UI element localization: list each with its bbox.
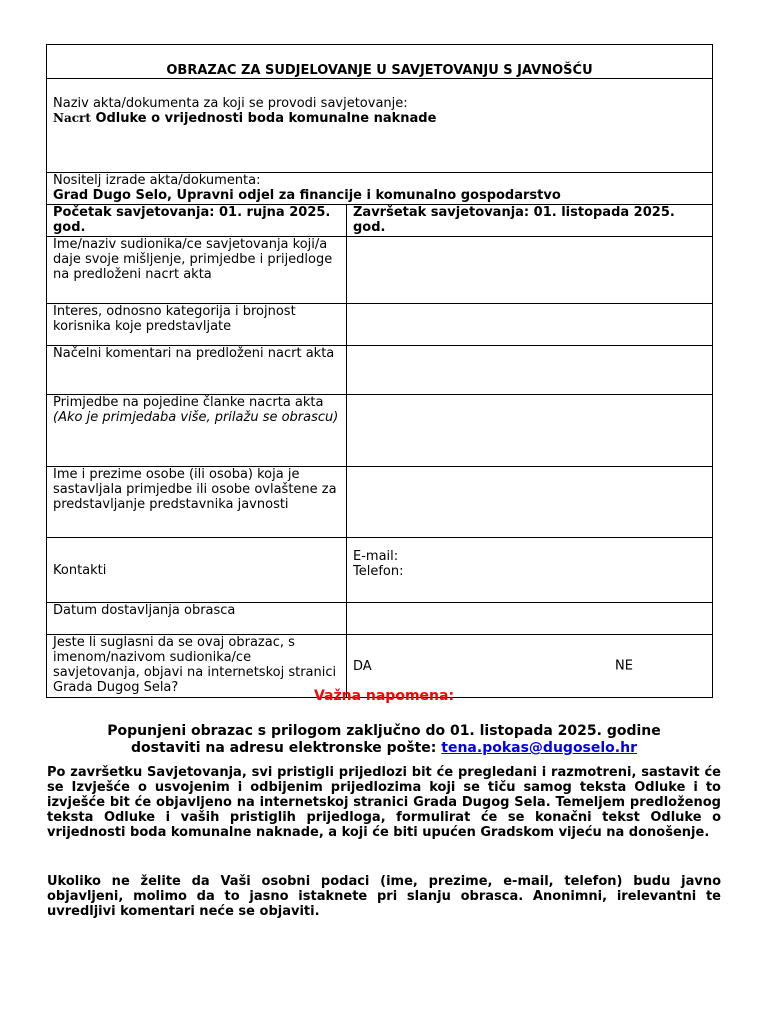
interest-label: Interes, odnosno kategorija i brojnost korisnika koje predstavljate xyxy=(47,304,347,346)
general-comments-input[interactable] xyxy=(347,346,713,395)
participant-input[interactable] xyxy=(347,237,713,304)
consent-no[interactable]: NE xyxy=(615,658,633,674)
author-label: Ime i prezime osobe (ili osoba) koja je sastavljala primjedbe ili osobe ovlaštene za predstavljanje predstavnika javnosti xyxy=(47,467,347,538)
contacts-label: Kontakti xyxy=(47,538,347,603)
act-name-prefix: Nacrt xyxy=(53,111,91,125)
interest-input[interactable] xyxy=(347,304,713,346)
author-input[interactable] xyxy=(347,467,713,538)
start-date: Početak savjetovanja: 01. rujna 2025. god. xyxy=(47,205,347,237)
email-label: E-mail: xyxy=(353,549,399,564)
important-note-heading: Važna napomena: xyxy=(313,688,455,704)
participation-form xyxy=(46,44,712,698)
contacts-input[interactable] xyxy=(347,538,713,603)
act-name xyxy=(53,111,706,126)
paragraph-privacy: Ukoliko ne želite da Vaši osobni podaci (ime, prezime, e-mail, telefon) budu javno objavljeni, molimo da to jasno istaknete pri slanju obrasca. Anonimni, irelevantni te uvredljivi komentari neće se objaviti. xyxy=(47,874,721,919)
holder-label: Nositelj izrade akta/dokumenta: xyxy=(53,173,261,188)
form-title-cell xyxy=(47,45,713,79)
act-label: Naziv akta/dokumenta za koji se provodi savjetovanje: xyxy=(53,96,408,111)
article-remarks-input[interactable] xyxy=(347,395,713,467)
holder-value: Grad Dugo Selo, Upravni odjel za financije i komunalno gospodarstvo xyxy=(53,188,561,203)
article-remarks-note: (Ako je primjedaba više, prilažu se obrascu) xyxy=(53,410,339,425)
end-date: Završetak savjetovanja: 01. listopada 2025. god. xyxy=(347,205,713,237)
consent-yes[interactable]: DA xyxy=(353,658,372,674)
consent-label: Jeste li suglasni da se ovaj obrazac, s imenom/nazivom sudionika/ce savjetovanja, objavi na internetskoj stranici Grada Dugog Sela? xyxy=(47,635,347,698)
general-comments-label: Načelni komentari na predloženi nacrt akta xyxy=(47,346,347,395)
submit-line-2 xyxy=(0,740,768,757)
form-table xyxy=(46,44,713,698)
submission-date-label: Datum dostavljanja obrasca xyxy=(47,603,347,635)
submit-line-2-text: dostaviti na adresu elektronske pošte: xyxy=(130,740,442,756)
article-remarks-label: Primjedbe na pojedine članke nacrta akta xyxy=(53,395,324,410)
article-remarks-cell xyxy=(47,395,347,467)
holder-cell xyxy=(47,173,713,205)
phone-label: Telefon: xyxy=(353,564,404,579)
submission-date-input[interactable] xyxy=(347,603,713,635)
act-name-rest: Odluke o vrijednosti boda komunalne naknade xyxy=(90,111,437,126)
email-link[interactable]: tena.pokas@dugoselo.hr xyxy=(441,740,637,756)
paragraph-review: Po završetku Savjetovanja, svi pristigli prijedlozi bit će pregledani i razmotreni, sastavit će se Izvješće o usvojenim i odbijenim prijedlozima koji se tiču samog teksta Odluke i to izvješće bit će objavljeno na internetskoj stranici Grada Dugog Sela. Temeljem predloženog teksta Odluke i vaših pristiglih prijedloga, formulirat će se konačni tekst Odluke o vrijednosti boda komunalne naknade, a koji će biti upućen Gradskom vijeću na donošenje. xyxy=(47,765,721,840)
submit-line-1: Popunjeni obrazac s prilogom zaključno do 01. listopada 2025. godine xyxy=(107,723,661,739)
participant-label: Ime/naziv sudionika/ce savjetovanja koji/a daje svoje mišljenje, primjedbe i prijedloge na predloženi nacrt akta xyxy=(47,237,347,304)
act-cell xyxy=(47,79,713,173)
form-title: OBRAZAC ZA SUDJELOVANJE U SAVJETOVANJU S JAVNOŠĆU xyxy=(166,63,593,78)
submit-instructions xyxy=(0,723,768,757)
